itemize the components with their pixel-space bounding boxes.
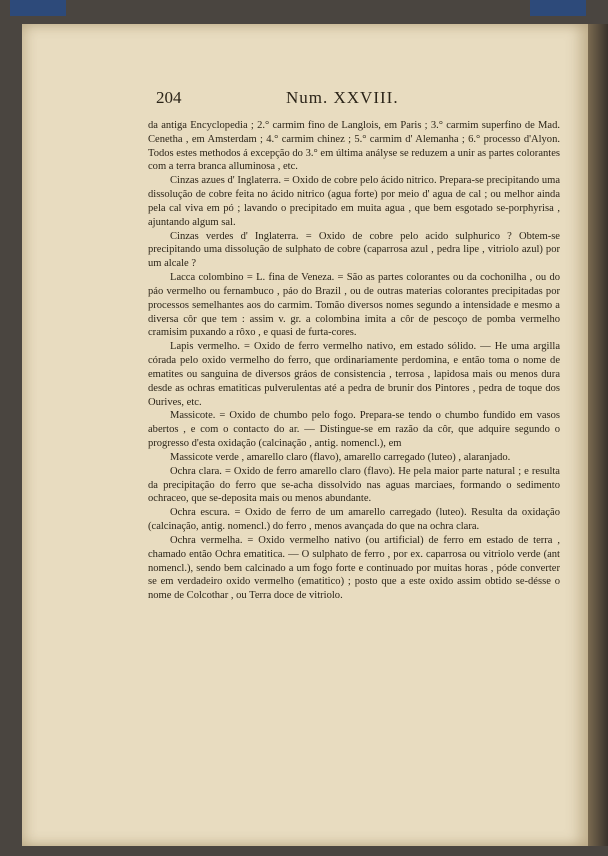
paragraph: Massicote. = Oxido de chumbo pelo fogo. Prepara-se tendo o chumbo fundido em vasos abertos , e com o contacto do ar. — Distingue-se em razão da côr, que adquire segundo o progresso d'esta oxidação (calcinação , antig. nomencl.), em bbox=[148, 410, 560, 450]
paragraph: Lapis vermelho. = Oxido de ferro vermelho nativo, em estado sólido. — He uma argilla córada pelo oxido vermelho do ferro, que ordinariamente perdomina, e então toma o nome de ematites ou sanguina de diversos gráos de consistencia , terrosa , lapidosa mais ou menos dura desde as ochras ematiticas pulverulentas até a pedra de brunir dos Pintores , pedra de toque dos Ourives, etc. bbox=[148, 341, 560, 408]
book-gutter bbox=[588, 24, 608, 846]
paragraph: Cinzas azues d' Inglaterra. = Oxido de cobre pelo ácido nitrico. Prepara-se precipitando uma dissolução de cobre feita no ácido nitrico (agua forte) por meio d' agua de cal ; ou melhor ainda pela cal viva em pó ; lavando o precipitado em muita agua , que bem esgotado se-porphyrisa , ajuntando algum sal. bbox=[148, 175, 560, 228]
scan-tab-right bbox=[530, 0, 586, 16]
paragraph: Lacca colombino = L. fina de Veneza. = São as partes colorantes ou da cochonilha , ou do páo vermelho ou fernambuco , páo do Brazil , ou de outras materias colorantes precipitadas por processos semelhantes aos do carmim. Tomão diversos nomes segundo a intensidade e mesmo a diversa côr que tem : assim v. gr. a colombina imita a côr de pescoço de pomba vermelho cramisim puxando a rôxo , e quasi de furta-cores. bbox=[148, 272, 560, 339]
page-header bbox=[156, 88, 548, 110]
paragraph: da antiga Encyclopedia ; 2.° carmim fino de Langlois, em Paris ; 3.° carmim superfino de Mad. Cenetha , em Amsterdam ; 4.° carmim chinez ; 5.° carmim d' Alemanha ; 6.° processo d'Alyon. Todos estes methodos á excepção do 3.° em última análysе se reduzem a unir as partes colorantes com a terra branca alluminosa , etc. bbox=[148, 120, 560, 173]
paragraph: Massicote verde , amarello claro (flavo), amarello carregado (luteo) , alaranjado. bbox=[170, 451, 511, 463]
paragraph: Ochra clara. = Oxido de ferro amarello claro (flavo). He pela maior parte natural ; e resulta da precipitação do ferro que se-acha dissolvido nas aguas marciaes, formando o sedimento ochraceo, que se-deposita mais ou menos abundante. bbox=[148, 465, 560, 505]
page-number: 204 bbox=[156, 88, 182, 107]
paragraph: Ochra vermelha. = Oxido vermelho nativo (ou artificial) de ferro em estado de terra , chamado então Ochra ematitica. — O sulphato de ferro , por ex. caparrosa ou vitriolo verde (ant nomencl.), sendo bem calcinado a um fogo forte e continuado por muitas horas , póde converter se em verdadeiro oxido vermelho (ematitico) ; posto que a este oxido assim obtido se-désse o nome de Colcothar , ou Terra doce de vitriolo. bbox=[148, 534, 560, 602]
page-body bbox=[148, 119, 560, 603]
running-head: Num. XXVIII. bbox=[286, 88, 399, 107]
paragraph: Ochra escura. = Oxido de ferro de um amarello carregado (luteo). Resulta da oxidação (calcinação, antig. nomencl.) do ferro , menos avançada do que na ochra clara. bbox=[148, 507, 560, 533]
paragraph: Cinzas verdes d' Inglaterra. = Oxido de cobre pelo acido sulphurico ? Obtem-se precipitando uma dissolução de sulphato de cobre (caparrosa azul , pedra lipe , vitriolo azul) por um alcale ? bbox=[148, 230, 560, 270]
scan-tab-left bbox=[10, 0, 66, 16]
